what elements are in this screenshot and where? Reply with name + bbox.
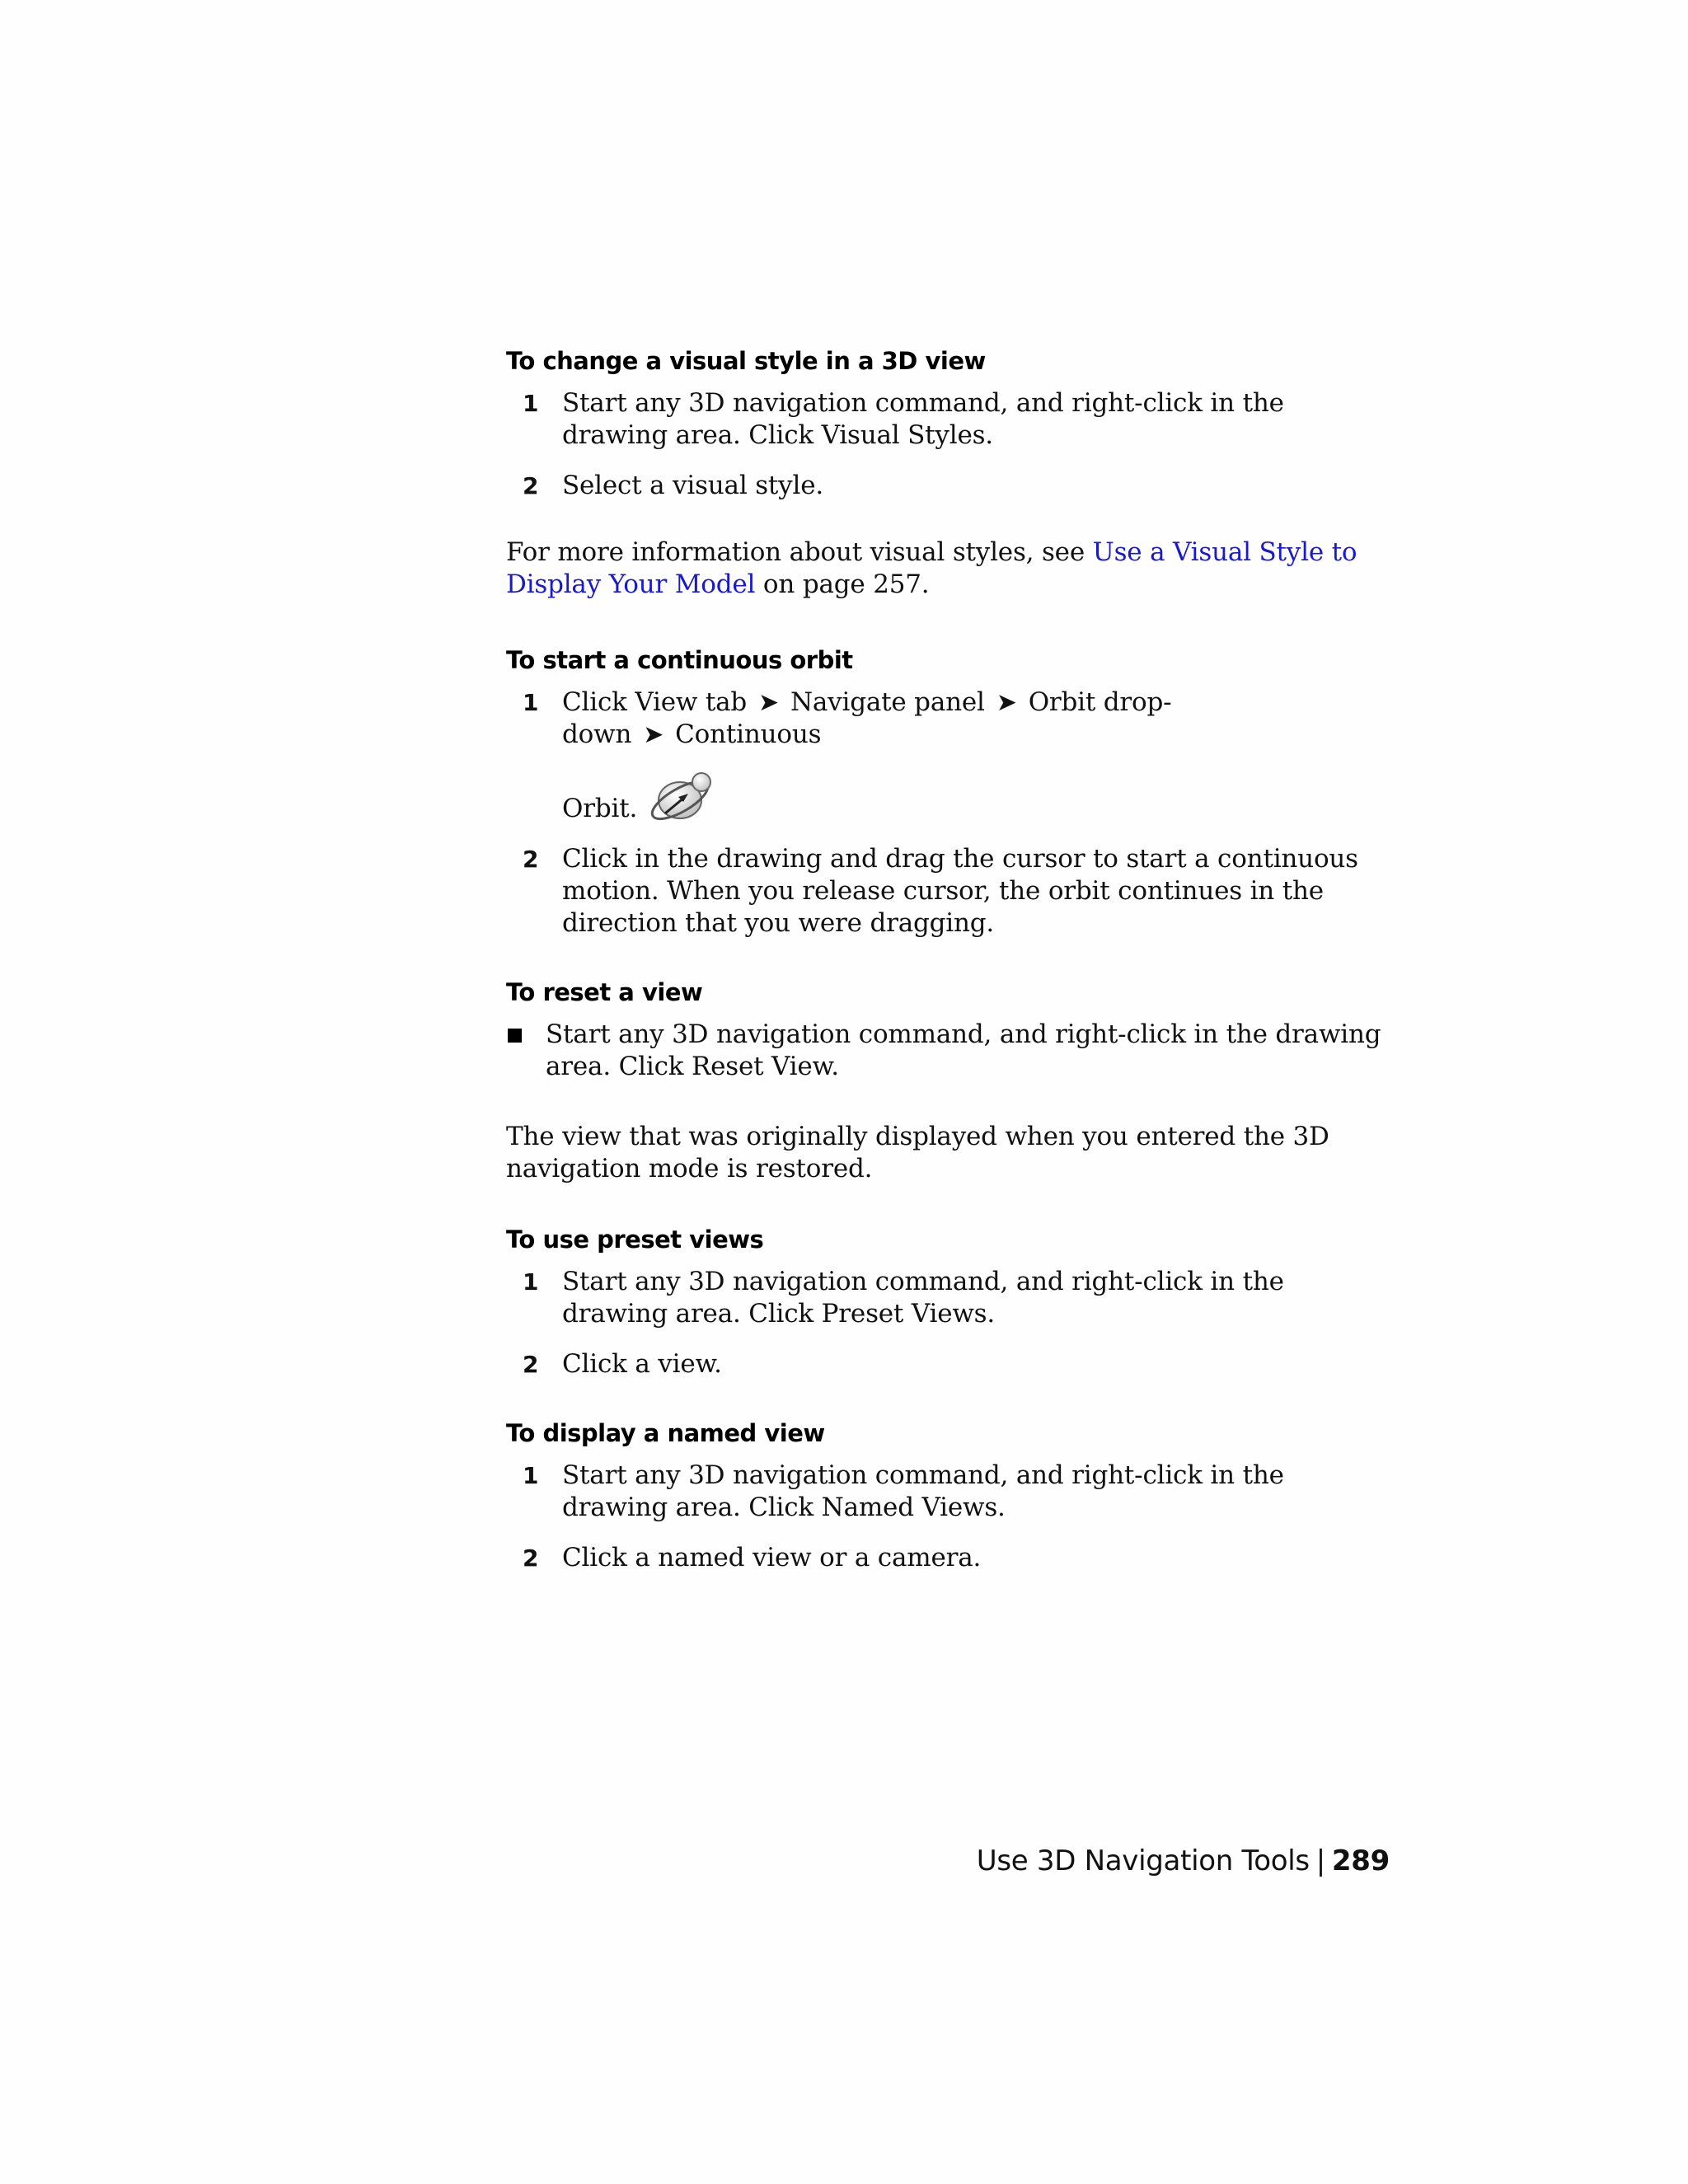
steps-named-view [506, 1460, 1396, 1574]
info-paragraph [506, 537, 1396, 601]
path-orbit-dropdown: Orbit drop-down [562, 687, 1172, 749]
step-number: 1 [523, 1462, 539, 1489]
step-number: 2 [523, 1351, 539, 1378]
step-number: 1 [523, 390, 539, 417]
step-number: 1 [523, 1268, 539, 1296]
info-suffix: on page 257. [755, 569, 930, 599]
path-view-tab: Click View tab [562, 687, 748, 717]
arrow-icon: ➤ [758, 688, 779, 717]
step-text: Click in the drawing and drag the cursor to start a continuous motion. When you release cursor, the orbit continues in the direction that you were dragging. [562, 844, 1358, 938]
list-item [506, 1460, 1396, 1524]
steps-continuous-orbit [506, 687, 1396, 940]
steps-preset-views [506, 1266, 1396, 1380]
page-number: 289 [1331, 1844, 1390, 1877]
reset-view-paragraph: The view that was originally displayed when you entered the 3D navigation mode is restored. [506, 1122, 1329, 1183]
page-footer [977, 1844, 1390, 1877]
list-item [506, 843, 1396, 940]
list-item [506, 1019, 1396, 1083]
list-item [506, 1348, 1396, 1380]
list-item [506, 687, 1396, 825]
page-content [506, 344, 1396, 1592]
footer-title: Use 3D Navigation Tools [976, 1844, 1310, 1877]
step-number: 2 [523, 1544, 539, 1572]
path-continuous: Continuous [675, 719, 822, 749]
orbit-line [562, 766, 1396, 825]
step-text: Select a visual style. [562, 471, 823, 500]
step-text: Start any 3D navigation command, and right-click in the drawing area. Click Visual Styles. [562, 388, 1284, 450]
step-text [562, 687, 1396, 825]
arrow-icon: ➤ [643, 720, 664, 749]
section-heading-reset-view: To reset a view [506, 978, 703, 1006]
list-item [506, 1266, 1396, 1330]
step-text: Click a named view or a camera. [562, 1543, 982, 1572]
step-text: Start any 3D navigation command, and right-click in the drawing area. Click Named Views. [562, 1460, 1284, 1522]
continuous-orbit-icon [645, 766, 718, 825]
step-text: Click a view. [562, 1349, 722, 1379]
list-item [506, 470, 1396, 502]
section-heading-named-view: To display a named view [506, 1419, 825, 1447]
section-heading-change-visual-style: To change a visual style in a 3D view [506, 347, 986, 375]
steps-change-visual-style [506, 387, 1396, 502]
info-prefix: For more information about visual styles, see [506, 537, 1093, 567]
bullet-icon [508, 1029, 522, 1043]
arrow-icon: ➤ [996, 688, 1017, 717]
section-heading-continuous-orbit: To start a continuous orbit [506, 646, 853, 674]
path-navigate-panel: Navigate panel [790, 687, 985, 717]
section-heading-preset-views: To use preset views [506, 1226, 764, 1254]
step-number: 1 [523, 689, 539, 716]
bullet-text: Start any 3D navigation command, and right-click in the drawing area. Click Reset View. [546, 1019, 1381, 1081]
step-number: 2 [523, 846, 539, 873]
step-text: Start any 3D navigation command, and right-click in the drawing area. Click Preset Views. [562, 1267, 1284, 1329]
list-item [506, 1542, 1396, 1574]
path-orbit: Orbit. [562, 794, 638, 823]
footer-separator: | [1315, 1844, 1325, 1877]
list-item [506, 387, 1396, 452]
visual-style-link[interactable]: Use a Visual Style to Display Your Model [506, 537, 1357, 599]
step-number: 2 [523, 472, 539, 499]
